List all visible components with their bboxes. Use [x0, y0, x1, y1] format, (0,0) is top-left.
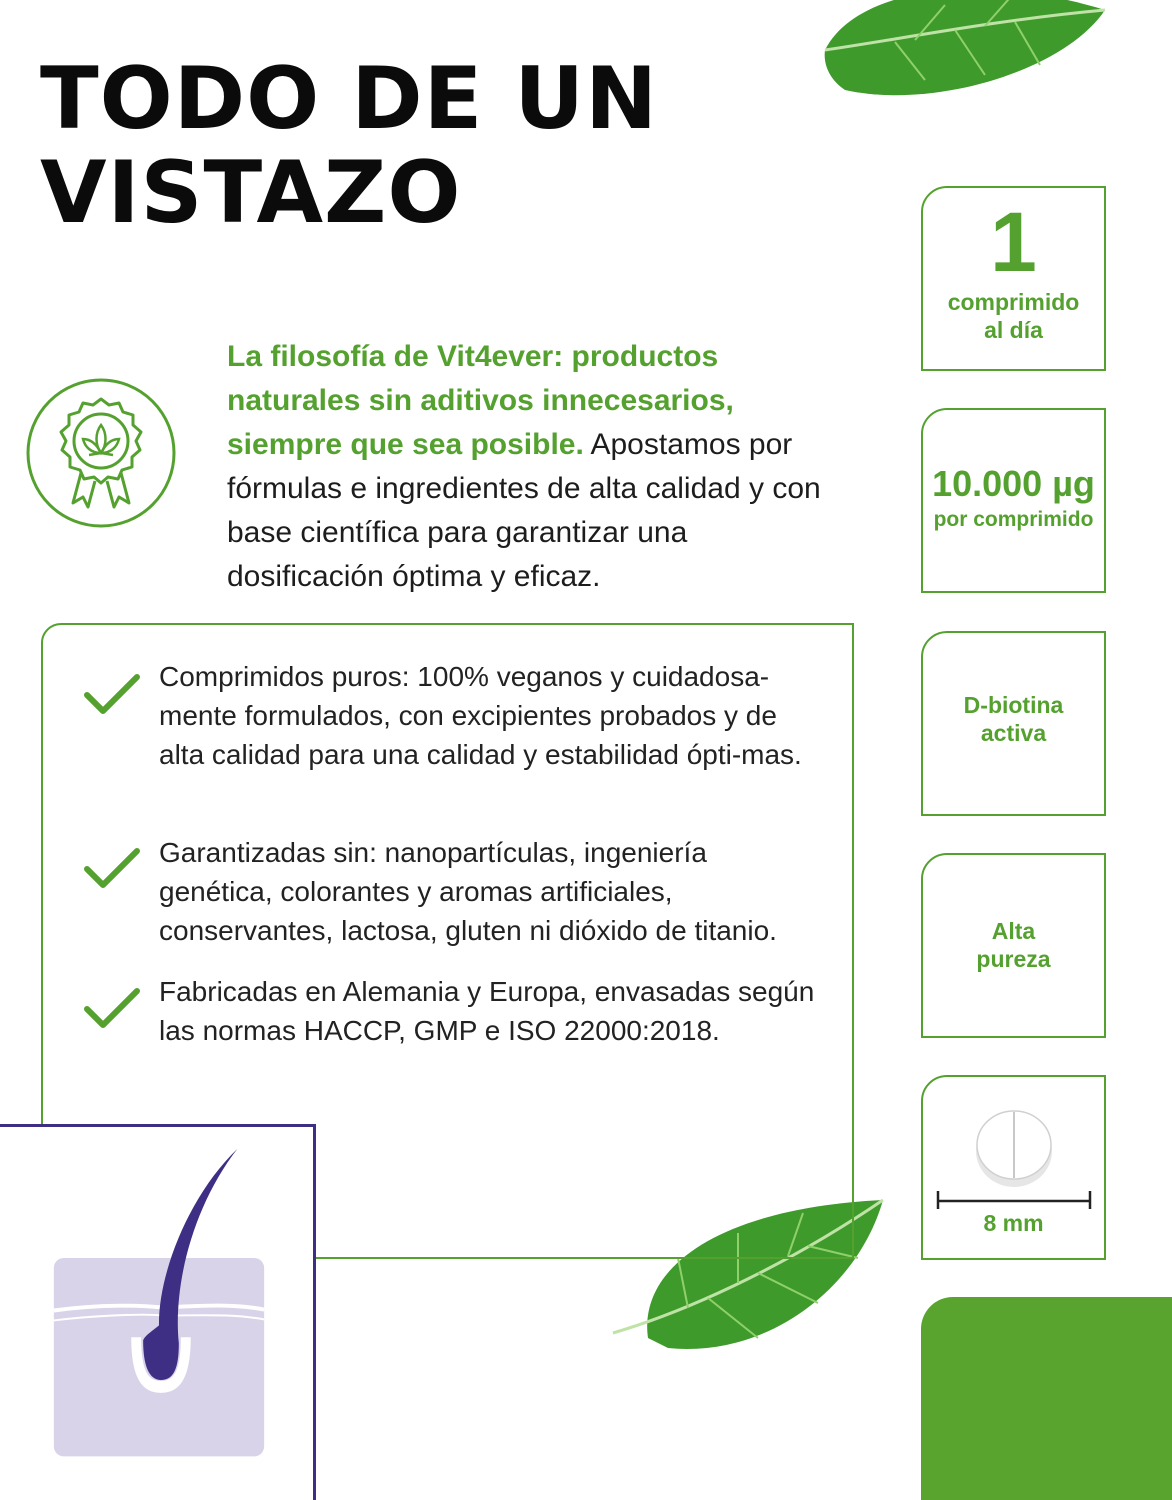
feature-item: Garantizadas sin: nanopartículas, ingeniería genética, colorantes y aromas artificiales, conservantes, lactosa, gluten ni dióxido de titanio.	[159, 837, 777, 946]
green-accent-block	[921, 1297, 1172, 1500]
stat-label: Alta	[991, 918, 1036, 944]
intro-text	[227, 335, 827, 599]
stat-label: pureza	[976, 946, 1051, 972]
check-icon	[83, 987, 141, 1031]
tablet-icon	[934, 1091, 1094, 1209]
stat-purity	[921, 853, 1106, 1038]
stat-value: 1	[990, 195, 1037, 289]
hair-follicle-panel	[0, 1124, 316, 1500]
stat-tablet-size	[921, 1075, 1106, 1260]
feature-item: Comprimidos puros: 100% veganos y cuidadosa-mente formulados, con excipientes probados y de alta calidad para una calidad y estabilidad ópti-mas.	[159, 661, 802, 770]
leaf-icon	[815, 0, 1115, 110]
stat-label: comprimido	[947, 289, 1080, 315]
stat-dosage	[921, 408, 1106, 593]
quality-badge-icon	[25, 377, 177, 529]
stat-label: al día	[984, 317, 1043, 343]
check-icon	[83, 673, 141, 717]
page-title-line-2: VISTAZO	[40, 143, 462, 243]
stat-label: por comprimido	[933, 508, 1094, 531]
stat-dose-per-day	[921, 186, 1106, 371]
stat-form	[921, 631, 1106, 816]
stat-label: D-biotina	[963, 692, 1064, 718]
stat-label: 8 mm	[983, 1210, 1044, 1236]
intro-highlight: La filosofía de Vit4ever: productos naturales sin aditivos innecesarios, siempre que sea posible.	[227, 340, 734, 461]
hair-follicle-icon	[3, 1127, 313, 1500]
page-title	[40, 49, 659, 243]
stat-label: activa	[980, 720, 1047, 746]
stat-value: 10.000 µg	[932, 463, 1095, 504]
feature-item: Fabricadas en Alemania y Europa, envasadas según las normas HACCP, GMP e ISO 22000:2018.	[159, 976, 815, 1046]
intro-body: Apostamos por fórmulas e ingredientes de alta calidad y con base científica para garantizar una dosificación óptima y eficaz.	[227, 428, 821, 593]
check-icon	[83, 847, 141, 891]
page-title-line-1: TODO DE UN	[40, 49, 659, 149]
